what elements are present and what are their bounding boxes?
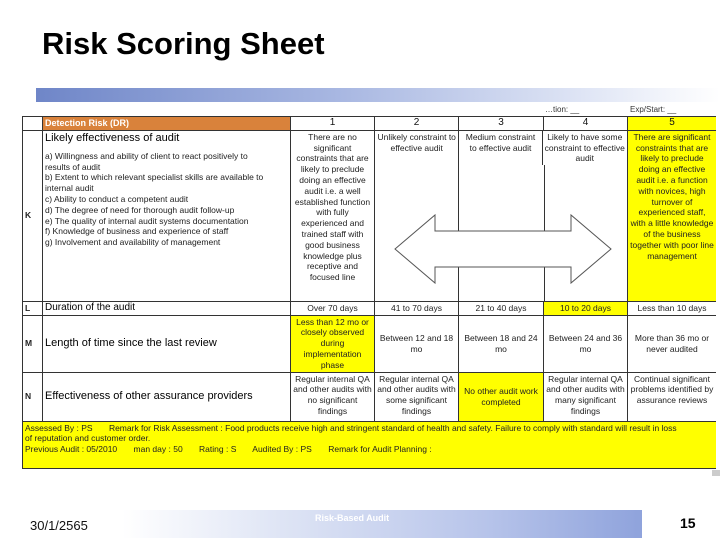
row-letter-n: N — [23, 372, 43, 421]
cell-k-5: There are significant constraints that are likely to preclude doing an effective audit i.e. a function with novices, high turnover of experienced staff, with a little knowledge of the business together with poor line management — [628, 130, 717, 301]
cell-m-1: Less than 12 mo or closely observed during implementation phase — [291, 315, 375, 372]
detection-risk-header: Detection Risk (DR) — [43, 117, 291, 131]
remark-risk-assessment: Remark for Risk Assessment : Food products receive high and stringent standard of health and safety. Failure to comply with standard will result in loss — [108, 422, 677, 433]
scroll-edge — [712, 470, 720, 476]
cell-m-2: Between 12 and 18 mo — [375, 315, 459, 372]
cell-n-2: Regular internal QA and other audits with some significant findings — [375, 372, 459, 421]
cell-m-4: Between 24 and 36 mo — [544, 315, 628, 372]
cell-n-1: Regular internal QA and other audits with no significant findings — [291, 372, 375, 421]
factor-m-title: Length of time since the last review — [43, 315, 291, 372]
rating: Rating : S — [199, 444, 237, 455]
header-peek-left: …tion: __ — [545, 105, 580, 114]
cell-k-2: Unlikely constraint to effective audit — [377, 131, 456, 153]
cell-l-3: 21 to 40 days — [459, 301, 544, 315]
audited-by: Audited By : PS — [252, 444, 312, 455]
risk-scoring-table — [22, 116, 716, 469]
factor-k-sub-9: g) Involvement and availability of management — [45, 237, 221, 248]
factor-n-title: Effectiveness of other assurance providers — [43, 372, 291, 421]
table-row-m — [23, 315, 717, 372]
factor-k-subitems — [45, 151, 288, 248]
row-letter-l: L — [23, 301, 43, 315]
man-day: man day : 50 — [133, 444, 183, 455]
footer-line-2: of reputation and customer order. — [25, 433, 151, 444]
row-letter-k: K — [23, 130, 43, 301]
score-header-5: 5 — [628, 117, 717, 131]
factor-k — [43, 130, 291, 301]
assessment-footer — [23, 421, 717, 468]
assessment-footer-row — [23, 421, 717, 468]
table-row-l — [23, 301, 717, 315]
previous-audit: Previous Audit : 05/2010 — [25, 444, 118, 455]
factor-k-sub-4: internal audit — [45, 183, 94, 194]
cell-l-2: 41 to 70 days — [375, 301, 459, 315]
risk-scoring-table-image — [22, 116, 716, 474]
double-arrow-icon — [375, 131, 628, 301]
footer-label: Risk-Based Audit — [315, 513, 390, 523]
table-row-n — [23, 372, 717, 421]
footer-line-1 — [25, 423, 714, 434]
cell-l-1: Over 70 days — [291, 301, 375, 315]
header-row — [23, 117, 717, 131]
score-header-2: 2 — [375, 117, 459, 131]
header-peek-right: Exp/Start: __ — [630, 105, 677, 114]
factor-k-title: Likely effectiveness of audit — [45, 131, 180, 144]
cell-k-1: There are no significant constraints that are likely to preclude doing an effective audit i.e. a well established function with fully experienced and trained staff with good business knowledge plus receptive and focused line — [291, 130, 375, 301]
score-header-1: 1 — [291, 117, 375, 131]
factor-k-sub-5: c) Ability to conduct a competent audit — [45, 193, 189, 204]
factor-k-sub-2: results of audit — [45, 161, 101, 172]
cell-m-5: More than 36 mo or never audited — [628, 315, 717, 372]
footer-line-3 — [25, 444, 714, 455]
cell-l-4: 10 to 20 days — [544, 301, 628, 315]
factor-k-sub-1: a) Willingness and ability of client to react positively to — [45, 150, 248, 161]
remark-audit-planning: Remark for Audit Planning : — [328, 444, 432, 455]
factor-l-title: Duration of the audit — [43, 301, 291, 315]
cell-m-3: Between 18 and 24 mo — [459, 315, 544, 372]
row-letter-m: M — [23, 315, 43, 372]
factor-k-sub-7: e) The quality of internal audit systems documentation — [45, 215, 249, 226]
score-header-4: 4 — [544, 117, 628, 131]
cell-k-2-4 — [375, 130, 628, 301]
factor-k-sub-3: b) Extent to which relevant specialist skills are available to — [45, 172, 264, 183]
cell-k-3: Medium constraint to effective audit — [458, 131, 542, 165]
cell-l-5: Less than 10 days — [628, 301, 717, 315]
slide-title: Risk Scoring Sheet — [42, 26, 325, 61]
footer-date: 30/1/2565 — [30, 518, 88, 533]
factor-k-sub-8: f) Knowledge of business and experience of staff — [45, 226, 229, 237]
cell-k-4: Likely to have some constraint to effective audit — [544, 131, 625, 164]
table-row-k — [23, 130, 717, 301]
page-number: 15 — [680, 515, 696, 531]
factor-k-sub-6: d) The degree of need for thorough audit follow-up — [45, 204, 235, 215]
score-header-3: 3 — [459, 117, 544, 131]
cell-n-4: Regular internal QA and other audits with many significant findings — [544, 372, 628, 421]
title-underline-bar — [36, 88, 720, 102]
header-blank — [23, 117, 43, 131]
assessed-by: Assessed By : PS — [25, 422, 93, 433]
cell-n-5: Continual significant problems identified by assurance reviews — [628, 372, 717, 421]
cell-n-3: No other audit work completed — [459, 372, 544, 421]
